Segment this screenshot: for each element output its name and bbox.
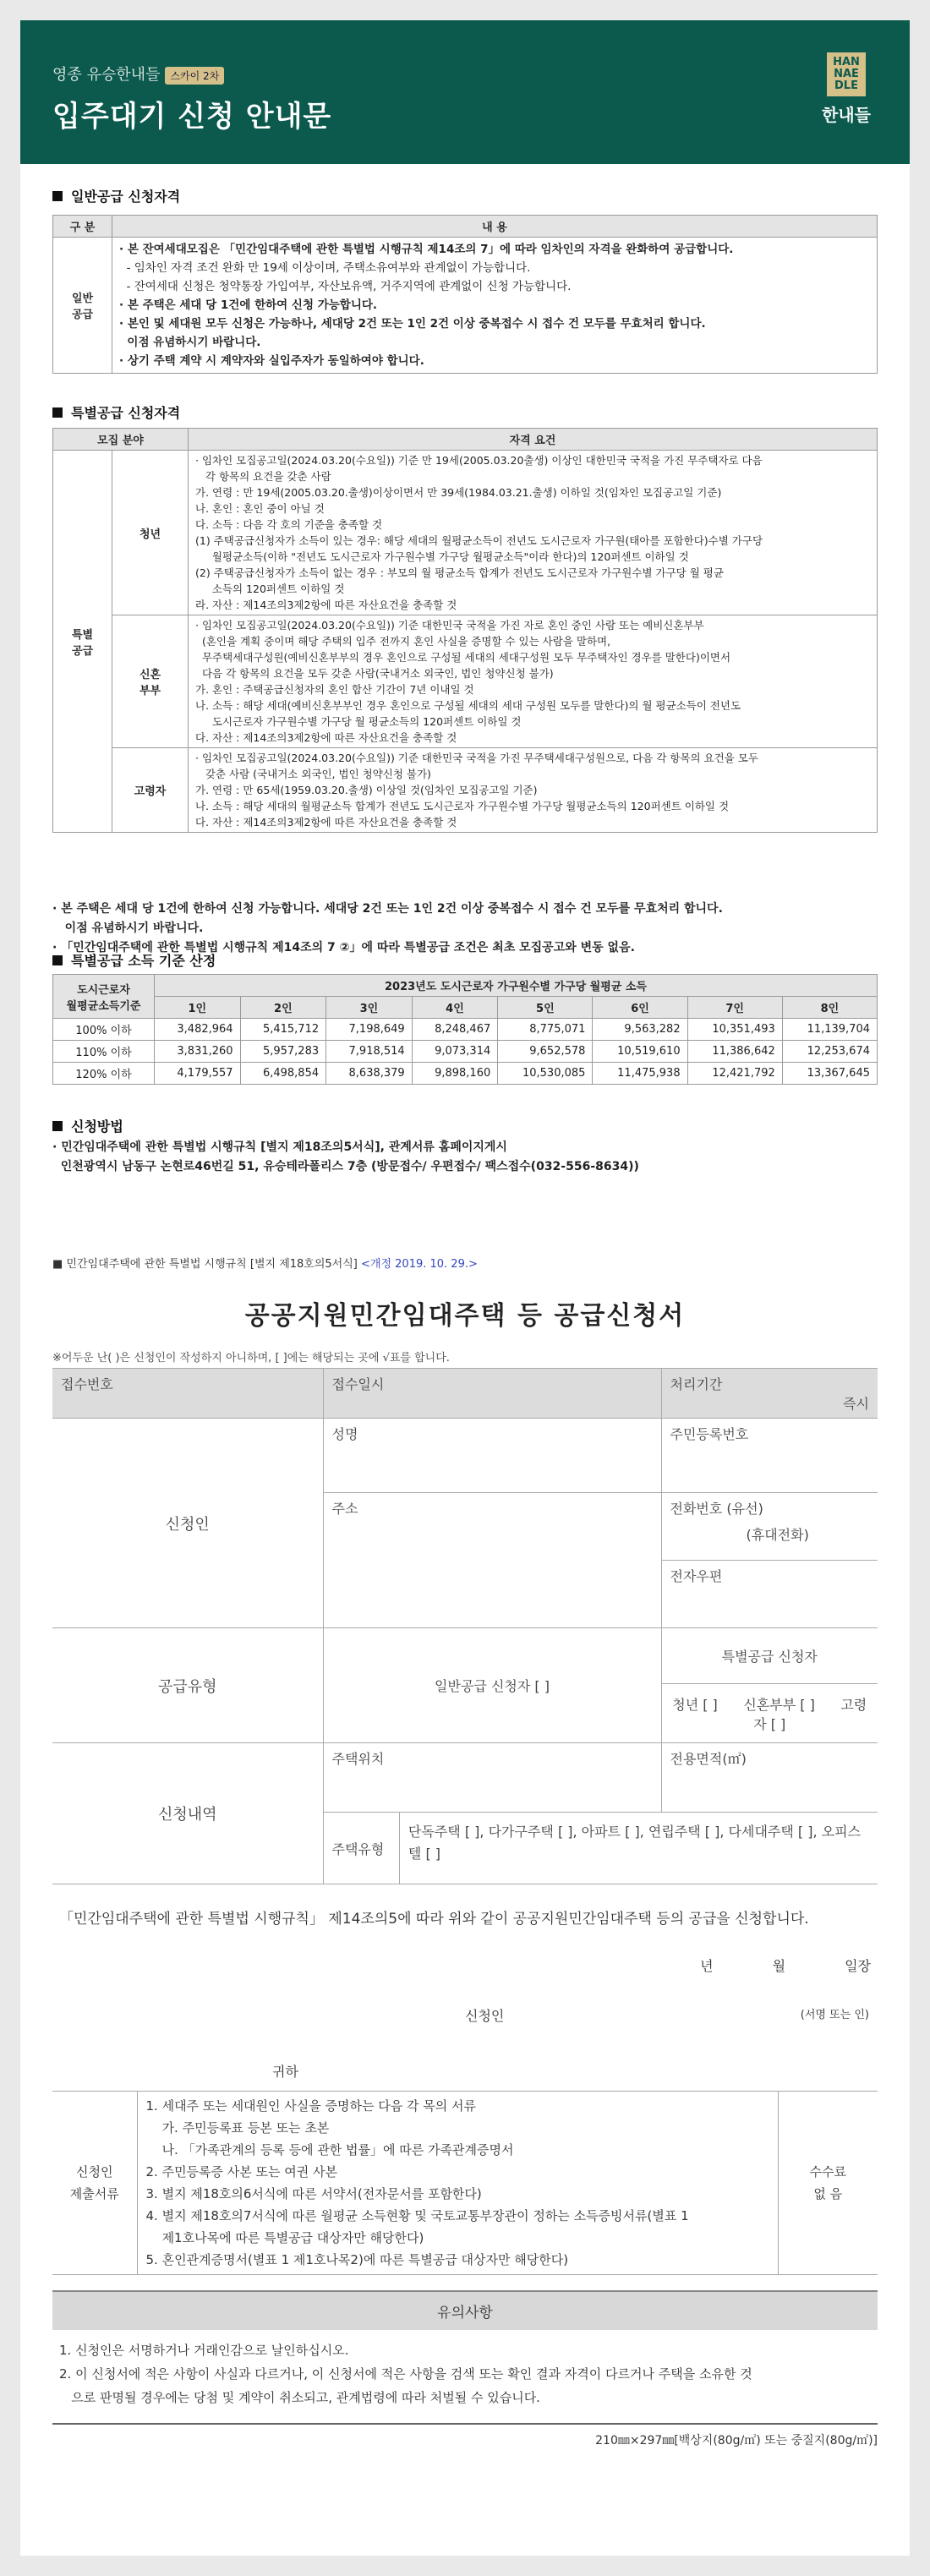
addressee: 귀하	[272, 2064, 298, 2080]
income-table: 도시근로자 월평균소득기준 2023년도 도시근로자 가구원수별 가구당 월평균 소득 1인 2인 3인 4인 5인 6인 7인 8인 100% 이하 3,482,964 5,415,712 7,198,649 8,248,467 8,775,071 9,563,282 10,351,493 11,139,704 110% 이하 3,831,260 5,957,283 7,918,514 9,073,314 9,652,578 10,519,610 11,386,642 12,253,674 120% 이하 4,179,557 6,498,854 8,638,379 9,898,160 10,530,085 11,475,938 12,421,792 13,367,645	[52, 974, 878, 1085]
income-row-label: 110% 이하	[53, 1041, 155, 1063]
address-field[interactable]: 주소	[323, 1493, 661, 1628]
requirement-line: 나. 소득 : 해당 세대의 월평균소득 합계가 전년도 도시근로자 가구원수별 가구당 월평균소득의 120퍼센트 이하일 것	[195, 800, 730, 812]
income-value: 6,498,854	[240, 1063, 326, 1085]
income-value: 3,482,964	[155, 1019, 241, 1041]
name-field[interactable]: 성명	[323, 1419, 661, 1493]
special-row-label: 청년	[112, 451, 189, 615]
doc-line: 2. 주민등록증 사본 또는 여권 사본	[145, 2164, 338, 2179]
income-row-label: 120% 이하	[53, 1063, 155, 1085]
income-col-header: 1인	[155, 997, 241, 1019]
general-table	[52, 215, 878, 374]
col-header: 구 분	[53, 216, 112, 238]
income-col-header: 8인	[782, 997, 877, 1019]
requirement-line: 월평균소득(이하 "전년도 도시근로자 가구원수별 가구당 월평균소득"이라 한다)의 120퍼센트 이하일 것	[195, 550, 689, 563]
income-col-header: 5인	[498, 997, 593, 1019]
income-value: 4,179,557	[155, 1063, 241, 1085]
requirement-line: (1) 주택공급신청자가 소득이 있는 경우: 해당 세대의 월평균소득이 전년도 도시근로자 가구원(태아를 포함한다)수별 가구당	[195, 534, 763, 547]
warning-line: 으로 판명될 경우에는 당첨 및 계약이 취소되고, 관계법령에 따라 처벌될 수 있습니다.	[59, 2390, 540, 2405]
income-value: 11,139,704	[782, 1019, 877, 1041]
income-value: 10,519,610	[593, 1041, 687, 1063]
requirement-line: 무주택세대구성원(예비신혼부부의 경우 혼인으로 구성될 세대의 세대구성원 모두 무주택자인 경우를 말한다)이면서	[195, 651, 731, 664]
doc-line: 4. 별지 제18호의7서식에 따른 월평균 소득현황 및 국토교통부장관이 정하는 소득증빙서류(별표 1	[145, 2208, 689, 2223]
doc-line: 나. 「가족관계의 등록 등에 관한 법률」에 따른 가족관계증명서	[145, 2142, 514, 2158]
header-banner	[20, 20, 910, 164]
income-col-header: 7인	[687, 997, 782, 1019]
page-title: 입주대기 신청 안내문	[52, 100, 332, 134]
warning-body	[52, 2330, 878, 2418]
income-value: 8,248,467	[412, 1019, 498, 1041]
income-col-header: 3인	[326, 997, 413, 1019]
general-item: 이점 유념하시기 바랍니다.	[119, 336, 261, 349]
row-label: 일반 공급	[53, 238, 112, 374]
requirement-line: 각 항목의 요건을 갖춘 사람	[195, 470, 331, 483]
income-col-header: 2인	[240, 997, 326, 1019]
doc-line: 1. 세대주 또는 세대원인 사실을 증명하는 다음 각 목의 서류	[145, 2098, 476, 2114]
special-checkboxes[interactable]: 청년 [ ] 신혼부부 [ ] 고령자 [ ]	[661, 1684, 878, 1743]
requirement-line: 가. 혼인 : 주택공급신청자의 혼인 합산 기간이 7년 이내일 것	[195, 683, 474, 696]
special-row-label: 고령자	[112, 748, 189, 833]
income-row	[53, 1041, 878, 1063]
general-item: - 잔여세대 신청은 청약통장 가입여부, 자산보유액, 거주지역에 관계없이 신청 가능합니다.	[119, 280, 572, 293]
requirement-line: 가. 연령 : 만 65세(1959.03.20.출생) 이상일 것(임차인 모집공고일 기준)	[195, 784, 538, 796]
income-col-header: 4인	[412, 997, 498, 1019]
requirement-line: · 임차인 모집공고일(2024.03.20(수요일)) 기준 만 19세(2005.03.20출생) 이상인 대한민국 국적을 가진 무주택자로 다음	[195, 454, 763, 467]
income-value: 5,415,712	[240, 1019, 326, 1041]
area-field[interactable]: 전용면적(㎡)	[661, 1743, 878, 1813]
revision-link[interactable]: <개정 2019. 10. 29.>	[361, 1258, 478, 1271]
requirement-line: (2) 주택공급신청자가 소득이 없는 경우 : 부모의 월 평균소득 합계가 전년도 도시근로자 가구원수별 가구당 월 평균	[195, 566, 724, 579]
income-row	[53, 1019, 878, 1041]
requirement-line: · 임차인 모집공고일(2024.03.20(수요일)) 기준 대한민국 국적을 가진 무주택세대구성원으로, 다음 각 항목의 요건을 모두	[195, 752, 758, 764]
col-header: 모집 분야	[53, 429, 189, 451]
income-value: 8,775,071	[498, 1019, 593, 1041]
requirement-line: · 임차인 모집공고일(2024.03.20(수요일)) 기준 대한민국 국적을 가진 자로 혼인 중인 사람 또는 예비신혼부부	[195, 619, 704, 632]
requirement-line: 소득의 120퍼센트 이하일 것	[195, 582, 345, 595]
notice-page	[20, 20, 910, 2556]
form-table: 접수번호 접수일시 처리기간 즉시 신청인 성명 주민등록번호 주소 전화번호 (유선) (휴대전화) 전자우편 공급유형 일반공급 신청자 [ ] 특별공급 신청자 청년 [ ] 신혼부부 [ ] 고령자 [ ] 신청내역 주택위치 전용면적(㎡) 주택유형 단독주택 [ ], 다가구주택 [ ], 아파트 [ ], 연립주택 [ ], 다세대주택 [ ], 오피스텔 [ ]	[52, 1368, 878, 1884]
paper-spec: 210㎜×297㎜[백상지(80g/㎡) 또는 중질지(80g/㎡)]	[52, 2423, 878, 2448]
income-value: 9,563,282	[593, 1019, 687, 1041]
note-line: 이점 유념하시기 바랍니다.	[52, 922, 204, 935]
form-title: 공공지원민간임대주택 등 공급신청서	[244, 1301, 686, 1331]
requirement-line: 나. 소득 : 해당 세대(예비신혼부부인 경우 혼인으로 구성될 세대의 세대 구성원 모두를 말한다)의 월 평균소득이 전년도	[195, 699, 741, 712]
section-apply-title: 신청방법	[52, 1116, 123, 1135]
general-item: · 상기 주택 계약 시 계약자와 실입주자가 동일하여야 합니다.	[119, 354, 424, 368]
application-form	[52, 1255, 878, 2448]
doc-line: 3. 별지 제18호의6서식에 따른 서약서(전자문서를 포함한다)	[145, 2186, 482, 2201]
income-value: 9,898,160	[412, 1063, 498, 1085]
col-header: 자격 요건	[189, 429, 878, 451]
requirement-line: 다. 소득 : 다음 각 호의 기준을 충족할 것	[195, 518, 383, 531]
income-value: 9,652,578	[498, 1041, 593, 1063]
general-list	[119, 240, 870, 370]
note-line: · 「민간임대주택에 관한 특별법 시행규칙 제14조의 7 ②」에 따라 특별공급 조건은 최초 모집공고와 변동 없음.	[52, 941, 635, 954]
doc-line: 5. 혼인관계증명서(별표 1 제1호나목2)에 따른 특별공급 대상자만 해당한다)	[145, 2252, 569, 2267]
requirement-line: 다. 자산 : 제14조의3제2항에 따른 자산요건을 충족할 것	[195, 816, 457, 829]
special-table	[52, 428, 878, 833]
general-item: · 본 잔여세대모집은 「민간임대주택에 관한 특별법 시행규칙 제14조의 7」에 따라 임차인의 자격을 완화하여 공급합니다.	[119, 243, 734, 256]
income-row	[53, 1063, 878, 1085]
warning-line: 2. 이 신청서에 적은 사항이 사실과 다르거나, 이 신청서에 적은 사항을 검색 또는 확인 결과 자격이 다르거나 주택을 소유한 것	[59, 2366, 752, 2382]
warning-line: 1. 신청인은 서명하거나 거래인감으로 날인하십시오.	[59, 2343, 349, 2358]
signature-line: 신청인 (서명 또는 인)	[465, 2008, 869, 2024]
phone-field[interactable]: 전화번호 (유선) (휴대전화)	[661, 1493, 878, 1561]
doc-line: 가. 주민등록표 등본 또는 초본	[145, 2120, 330, 2136]
section-general-title: 일반공급 신청자격	[52, 186, 180, 205]
docs-table: 신청인 제출서류 1. 세대주 또는 세대원인 사실을 증명하는 다음 각 목의 서류 가. 주민등록표 등본 또는 초본 나. 「가족관계의 등록 등에 관한 법률」에 따른 가족관계증명서 2. 주민등록증 사본 또는 여권 사본 3. 별지 제18호의6서식에 따른 서약서(전자문서를 포함한다) 4. 별지 제18호의7서식에 따른 월평균 소득현황 및 국토교통부장관이 정하는 소득증빙서류(별표 1 제1호나목에 따른 특별공급 대상자만 해당한다) 5. 혼인관계증명서(별표 1 제1호나목2)에 따른 특별공급 대상자만 해당한다) 수수료 없 음	[52, 2091, 878, 2275]
income-value: 3,831,260	[155, 1041, 241, 1063]
section-income-title: 특별공급 소득 기준 산정	[52, 950, 216, 970]
general-checkbox[interactable]: 일반공급 신청자 [ ]	[323, 1628, 661, 1743]
income-value: 11,386,642	[687, 1041, 782, 1063]
income-value: 5,957,283	[240, 1041, 326, 1063]
income-value: 10,351,493	[687, 1019, 782, 1041]
form-header: ■ 민간임대주택에 관한 특별법 시행규칙 [별지 제18호의5서식] <개정 2019. 10. 29.>	[52, 1258, 478, 1271]
note-line: · 본 주택은 세대 당 1건에 한하여 신청 가능합니다. 세대당 2건 또는 1인 2건 이상 중복접수 시 접수 건 모두를 무효처리 합니다.	[52, 902, 723, 916]
special-row-label: 신혼 부부	[112, 615, 189, 748]
requirement-line: 라. 자산 : 제14조의3제2항에 따른 자산요건을 충족할 것	[195, 599, 457, 611]
brand-logo: HAN NAE DLE 한내들	[817, 52, 876, 126]
notes-block	[52, 900, 889, 958]
requirement-line: 다음 각 항목의 요건을 모두 갖춘 사람(국내거소 외국인, 법인 청약신청 불가)	[195, 667, 554, 680]
doc-line: 제1호나목에 따른 특별공급 대상자만 해당한다)	[145, 2230, 424, 2245]
requirement-line: 나. 혼인 : 혼인 중이 아닐 것	[195, 502, 325, 515]
special-group-label: 특별 공급	[53, 451, 112, 833]
special-requirements	[189, 615, 878, 748]
section-special-title: 특별공급 신청자격	[52, 402, 180, 422]
income-value: 12,253,674	[782, 1041, 877, 1063]
income-value: 12,421,792	[687, 1063, 782, 1085]
email-field[interactable]: 전자우편	[661, 1561, 878, 1628]
header-badge: 스카이 2차	[165, 67, 224, 85]
income-value: 7,918,514	[326, 1041, 413, 1063]
income-value: 10,530,085	[498, 1063, 593, 1085]
form-note: ※어두운 난( )은 신청인이 작성하지 아니하며, [ ]에는 해당되는 곳에 √표를 합니다.	[52, 1352, 450, 1365]
warning-title: 유의사항	[52, 2290, 878, 2330]
general-item: - 임차인 자격 조건 완화 만 19세 이상이며, 주택소유여부와 관계없이 가능합니다.	[119, 261, 531, 275]
income-value: 7,198,649	[326, 1019, 413, 1041]
col-header: 내 용	[112, 216, 878, 238]
apply-method: · 민간임대주택에 관한 특별법 시행규칙 [별지 제18조의5서식], 관계서류 홈페이지게시 인천광역시 남동구 논현로46번길 51, 유승테라폴리스 7층 (방문접수/ 우편접수/ 팩스접수(032-556-8634))	[52, 1140, 639, 1173]
general-item: · 본 주택은 세대 당 1건에 한하여 신청 가능합니다.	[119, 298, 378, 312]
requirement-line: 다. 자산 : 제14조의3제2항에 따른 자산요건을 충족할 것	[195, 731, 457, 744]
income-value: 11,475,938	[593, 1063, 687, 1085]
requirement-line: 가. 연령 : 만 19세(2005.03.20.출생)이상이면서 만 39세(1984.03.21.출생) 이하일 것(임차인 모집공고일 기준)	[195, 486, 722, 499]
requirement-line: 도시근로자 가구원수별 가구당 월 평균소득의 120퍼센트 이하일 것	[195, 715, 522, 728]
requirement-line: 갖춘 사람 (국내거소 외국인, 법인 청약신청 불가)	[195, 768, 431, 780]
special-requirements	[189, 748, 878, 833]
special-requirements	[189, 451, 878, 615]
header-subtitle: 영종 유승한내들 스카이 2차	[52, 63, 224, 85]
income-value: 9,073,314	[412, 1041, 498, 1063]
house-type-checkboxes[interactable]: 단독주택 [ ], 다가구주택 [ ], 아파트 [ ], 연립주택 [ ], 다세대주택 [ ], 오피스텔 [ ]	[408, 1824, 862, 1862]
income-value: 8,638,379	[326, 1063, 413, 1085]
general-item: · 본인 및 세대원 모두 신청은 가능하나, 세대당 2건 또는 1인 2건 이상 중복접수 시 접수 건 모두를 무효처리 합니다.	[119, 317, 706, 331]
income-row-label: 100% 이하	[53, 1019, 155, 1041]
requirement-line: (혼인을 계획 중이며 해당 주택의 입주 전까지 혼인 사실을 증명할 수 있는 사람을 말하며,	[195, 635, 611, 648]
declaration: 「민간임대주택에 관한 특별법 시행규칙」 제14조의5에 따라 위와 같이 공공지원민간임대주택 등의 공급을 신청합니다.	[59, 1911, 809, 1928]
idno-field[interactable]: 주민등록번호	[661, 1419, 878, 1493]
income-col-header: 6인	[593, 997, 687, 1019]
date-line: 년 월 일장	[700, 1958, 871, 1974]
income-value: 13,367,645	[782, 1063, 877, 1085]
location-field[interactable]: 주택위치	[323, 1743, 661, 1813]
